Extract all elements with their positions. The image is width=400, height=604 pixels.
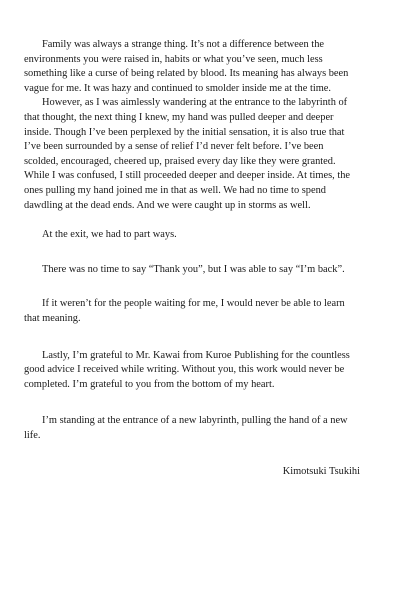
author-signature: Kimotsuki Tsukihi bbox=[282, 466, 360, 478]
paragraph-5: If it weren’t for the people waiting for me, I would never be able to learn that meaning. bbox=[24, 298, 345, 324]
paragraph-7: I’m standing at the entrance of a new labyrinth, pulling the hand of a new life. bbox=[24, 415, 348, 441]
afterword-page bbox=[24, 38, 360, 480]
paragraph-3: At the exit, we had to part ways. bbox=[42, 229, 177, 241]
spacer bbox=[24, 243, 360, 263]
paragraph-1: Family was always a strange thing. It’s not a difference between the environments you were raised in, habits or what you’ve seen, much less something like a curse of being related by blood. Its meaning has always been vague for me. It was hazy and continued to smolder inside me at the time. bbox=[24, 39, 349, 94]
spacer bbox=[24, 392, 360, 414]
paragraph-2: However, as I was aimlessly wandering at the entrance to the labyrinth of that thought, the next thing I knew, my hand was pulled deeper and deeper inside. Though I’ve been perplexed by the initial sensation, it is also true that I’ve been surrounded by a sense of relief I’d never felt before. I’ve been scolded, encouraged, cheered up, praised every day like they were granted. While I was confused, I still proceeded deeper and deeper inside. At times, the ones pulling my hand joined me in that as well. We had no time to spend dawdling at the dead ends. And we were caught up in storms as well. bbox=[24, 97, 351, 211]
spacer bbox=[24, 277, 360, 297]
spacer bbox=[24, 443, 360, 465]
spacer bbox=[24, 327, 360, 349]
paragraph-4: There was no time to say “Thank you”, but I was able to say “I’m back”. bbox=[42, 263, 345, 275]
spacer bbox=[24, 213, 360, 228]
paragraph-6: Lastly, I’m grateful to Mr. Kawai from Kuroe Publishing for the countless good advice I received while writing. Without you, this work would never be completed. I’m grateful to you from the bottom of my heart. bbox=[24, 349, 350, 390]
